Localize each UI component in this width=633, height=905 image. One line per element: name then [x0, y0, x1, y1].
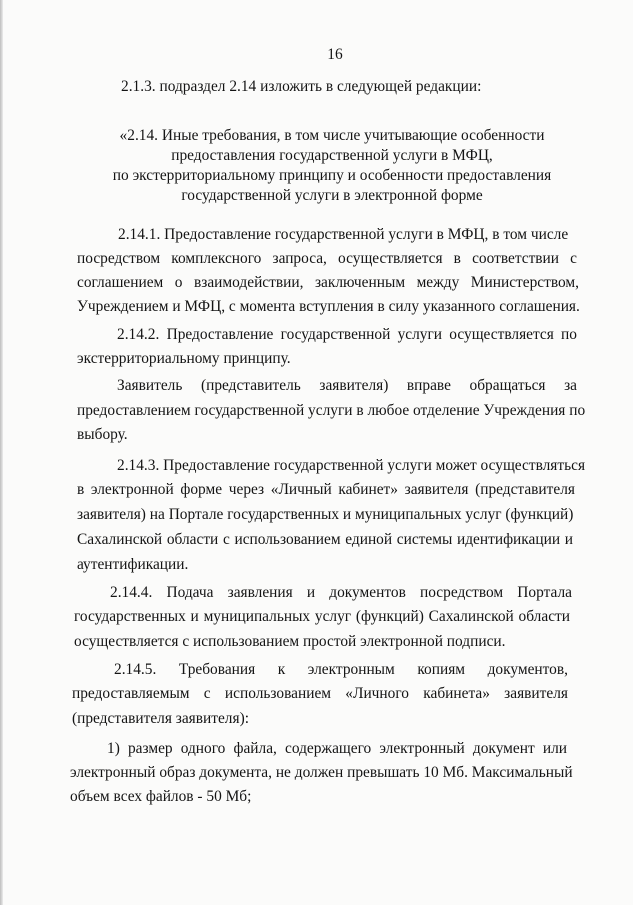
paragraph-line: 1) размер одного файла, содержащего электронный документ или: [107, 740, 567, 757]
paragraph-line: заявителя) на Портале государственных и муниципальных услуг (функций): [77, 506, 574, 523]
paragraph-line: Заявитель (представитель заявителя) вправе обращаться за: [117, 377, 577, 394]
paragraph-line: предоставляемым с использованием «Личного кабинета» заявителя: [72, 685, 568, 702]
section-heading-line-2: предоставления государственной услуги в МФЦ,: [171, 147, 493, 164]
section-heading-line-3: по экстерриториальному принципу и особенности предоставления: [112, 167, 552, 184]
paragraph-line: (представителя заявителя):: [72, 710, 249, 727]
paragraph-line: осуществляется с использованием простой электронной подписи.: [74, 633, 506, 650]
paragraph-line: Учреждением и МФЦ, с момента вступления в силу указанного соглашения.: [77, 298, 580, 315]
paragraph-line: Сахалинской области с использованием единой системы идентификации и: [77, 531, 573, 548]
paragraph-line: электронный образ документа, не должен превышать 10 Мб. Максимальный: [70, 764, 573, 781]
paragraph-line: в электронной форме через «Личный кабинет» заявителя (представителя: [77, 481, 575, 498]
paragraph-line: соглашением о взаимодействии, заключенным между Министерством,: [77, 274, 579, 291]
paragraph-line: аутентификации.: [77, 556, 189, 573]
paragraph-line: 2.14.4. Подача заявления и документов посредством Портала: [110, 584, 572, 601]
section-heading-line-1: «2.14. Иные требования, в том числе учитывающие особенности: [119, 127, 545, 144]
intro-line: 2.1.3. подраздел 2.14 изложить в следующей редакции:: [121, 78, 482, 95]
page-number: 16: [327, 46, 343, 63]
paragraph-line: 2.14.3. Предоставление государственной услуги может осуществляться: [117, 457, 586, 474]
scan-edge-shadow: [0, 0, 3, 905]
paragraph-line: экстерриториальному принципу.: [77, 350, 291, 367]
paragraph-line: 2.14.2. Предоставление государственной услуги осуществляется по: [117, 326, 577, 343]
paragraph-line: объем всех файлов - 50 Мб;: [70, 788, 252, 805]
paragraph-line: предоставлением государственной услуги в любое отделение Учреждения по: [77, 402, 586, 419]
paragraph-line-text: 2.14.1. Предоставление государственной услуги в МФЦ, в том числе: [118, 226, 569, 243]
paragraph-line: посредством комплексного запроса, осуществляется в соответствии с: [77, 250, 577, 267]
paragraph-line: 2.14.5. Требования к электронным копиям документов,: [114, 661, 568, 678]
paragraph-line: выбору.: [77, 426, 128, 443]
paragraph-line: [118, 227, 578, 242]
paragraph-line: государственных и муниципальных услуг (функций) Сахалинской области: [74, 608, 570, 625]
section-heading-line-4: государственной услуги в электронной форме: [181, 187, 483, 204]
